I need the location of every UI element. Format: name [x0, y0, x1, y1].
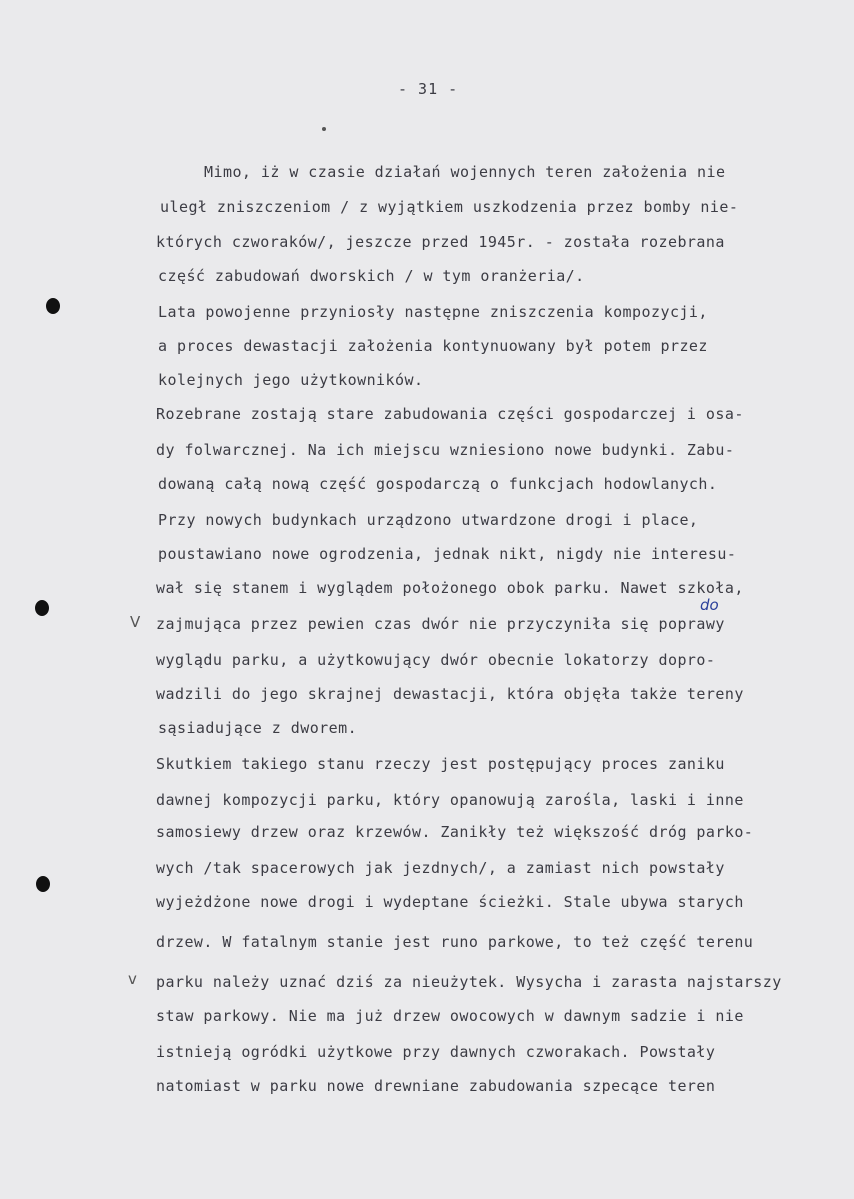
- ink-speck: [322, 127, 326, 131]
- text-line: Skutkiem takiego stanu rzeczy jest postępujący proces zaniku: [156, 755, 725, 773]
- margin-check-mark-2: v: [128, 970, 137, 988]
- text-line: których czworaków/, jeszcze przed 1945r. - została rozebrana: [156, 233, 725, 251]
- text-line: samosiewy drzew oraz krzewów. Zanikły też większość dróg parko-: [156, 823, 754, 841]
- text-line: wyglądu parku, a użytkowujący dwór obecnie lokatorzy dopro-: [156, 651, 716, 669]
- text-line: zajmująca przez pewien czas dwór nie przyczyniła się poprawy: [156, 615, 725, 633]
- text-line: uległ zniszczeniom / z wyjątkiem uszkodzenia przez bomby nie-: [160, 198, 739, 216]
- text-line: wał się stanem i wyglądem położonego obok parku. Nawet szkoła,: [156, 579, 744, 597]
- handwritten-insert-do: do: [700, 596, 719, 614]
- text-line: parku należy uznać dziś za nieużytek. Wysycha i zarasta najstarszy: [156, 973, 782, 991]
- text-line: kolejnych jego użytkowników.: [158, 371, 424, 389]
- punch-hole-bottom: [36, 876, 50, 892]
- text-line: wych /tak spacerowych jak jezdnych/, a zamiast nich powstały: [156, 859, 725, 877]
- text-line: Mimo, iż w czasie działań wojennych teren założenia nie: [204, 163, 726, 181]
- text-line: część zabudowań dworskich / w tym oranżeria/.: [158, 267, 585, 285]
- text-line: dawnej kompozycji parku, który opanowują zarośla, laski i inne: [156, 791, 744, 809]
- text-line: Rozebrane zostają stare zabudowania części gospodarczej i osa-: [156, 405, 744, 423]
- text-line: dowaną całą nową część gospodarczą o funkcjach hodowlanych.: [158, 475, 718, 493]
- text-line: Przy nowych budynkach urządzono utwardzone drogi i place,: [158, 511, 699, 529]
- text-line: drzew. W fatalnym stanie jest runo parkowe, to też część terenu: [156, 933, 754, 951]
- text-line: wadzili do jego skrajnej dewastacji, która objęła także tereny: [156, 685, 744, 703]
- text-line: staw parkowy. Nie ma już drzew owocowych w dawnym sadzie i nie: [156, 1007, 744, 1025]
- margin-check-mark-1: V: [130, 613, 141, 631]
- text-line: Lata powojenne przyniosły następne zniszczenia kompozycji,: [158, 303, 708, 321]
- text-line: poustawiano nowe ogrodzenia, jednak nikt, nigdy nie interesu-: [158, 545, 737, 563]
- punch-hole-middle: [35, 600, 49, 616]
- text-line: dy folwarcznej. Na ich miejscu wzniesiono nowe budynki. Zabu-: [156, 441, 735, 459]
- text-line: natomiast w parku nowe drewniane zabudowania szpecące teren: [156, 1077, 716, 1095]
- text-line: istnieją ogródki użytkowe przy dawnych czworakach. Powstały: [156, 1043, 716, 1061]
- text-line: a proces dewastacji założenia kontynuowany był potem przez: [158, 337, 708, 355]
- text-line: wyjeżdżone nowe drogi i wydeptane ścieżki. Stale ubywa starych: [156, 893, 744, 911]
- page-number: - 31 -: [398, 80, 459, 98]
- text-line: sąsiadujące z dworem.: [158, 719, 358, 737]
- punch-hole-top: [46, 298, 60, 314]
